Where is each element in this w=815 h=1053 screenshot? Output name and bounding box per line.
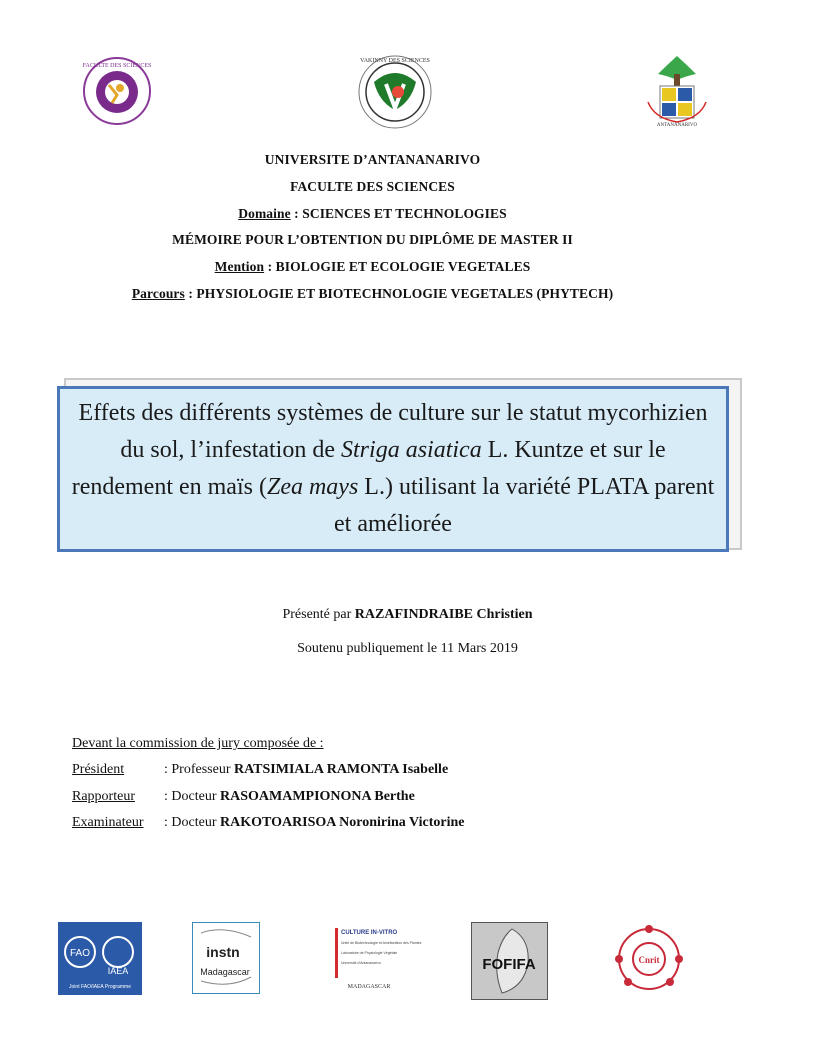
defense-date: Soutenu publiquement le 11 Mars 2019 (297, 641, 518, 656)
fao-iaea-logo (58, 922, 142, 995)
jury-member (72, 815, 465, 831)
thesis-title (70, 395, 716, 543)
instn-text: instn (206, 944, 240, 960)
jury-title: : Professeur (164, 762, 234, 777)
jury-name: RASOAMAMPIONONA Berthe (219, 789, 415, 804)
title-species-zea: Zea mays (266, 474, 359, 500)
culture-in-vitro-logo (333, 922, 422, 994)
jury-name: RAKOTOARISOA Noronirina Victorine (219, 815, 465, 830)
fao-text: FAO (69, 948, 91, 959)
faculty-logo-text: FACULTE DES SCIENCES (82, 63, 152, 69)
mention-label: Mention (214, 259, 265, 274)
presented-label: Présenté par (282, 607, 355, 622)
culture-sub3: Université d'Antananarivo (341, 961, 381, 965)
title-part-1: Effets des différents systèmes de culture sur le statut mycorhizien du sol, l’infestation de (78, 400, 708, 463)
presented-by (0, 607, 815, 623)
parcours-value: : PHYSIOLOGIE ET BIOTECHNOLOGIE VEGETALES (PHYTECH) (184, 286, 614, 301)
jury-role: Président (72, 762, 125, 777)
mention-line (0, 259, 745, 275)
thesis-title-box (57, 386, 729, 552)
fofifa-text: FOFIFA (482, 956, 536, 973)
iaea-text: IAEA (107, 966, 129, 976)
fofifa-logo (471, 922, 548, 1000)
vakinny-logo (356, 52, 434, 132)
university-name: UNIVERSITE D’ANTANANARIVO (264, 152, 481, 167)
parcours-line (0, 286, 745, 302)
jury-heading: Devant la commission de jury composée de : (72, 736, 324, 751)
jury-role: Examinateur (72, 815, 144, 830)
domaine-label: Domaine (238, 206, 291, 221)
university-logo (638, 52, 716, 127)
jury-member (72, 762, 448, 778)
cnrit-text: Cnrit (638, 955, 660, 965)
culture-sub2: Laboratoire de Physiologie Végétale (341, 951, 398, 955)
author-name: RAZAFINDRAIBE Christien (354, 607, 533, 622)
fao-caption: Joint FAO/IAEA Programme (69, 984, 131, 990)
cnrit-logo (606, 922, 692, 997)
jury-title: : Docteur (164, 789, 220, 804)
jury-member (72, 789, 415, 805)
jury-name: RATSIMIALA RAMONTA Isabelle (234, 762, 449, 777)
domaine-line (0, 206, 745, 222)
culture-title: CULTURE IN-VITRO (341, 930, 398, 936)
faculty-logo (76, 55, 158, 127)
instn-subtext: Madagascar (200, 967, 250, 977)
culture-sub1: Unité de Biotechnologie et Amélioration des Plantes (341, 941, 422, 945)
title-species-striga: Striga asiatica (341, 437, 482, 463)
domaine-value: : SCIENCES ET TECHNOLOGIES (290, 206, 507, 221)
culture-place: MADAGASCAR (347, 984, 391, 990)
mention-value: : BIOLOGIE ET ECOLOGIE VEGETALES (264, 259, 531, 274)
title-part-2: L. Kuntze et sur le rendement en maïs ( (71, 437, 666, 500)
memoire-line: MÉMOIRE POUR L’OBTENTION DU DIPLÔME DE MASTER II (172, 232, 573, 247)
parcours-label: Parcours (131, 286, 185, 301)
jury-role: Rapporteur (72, 789, 135, 804)
jury-title: : Docteur (164, 815, 220, 830)
faculty-name: FACULTE DES SCIENCES (290, 179, 455, 194)
title-part-3: L.) utilisant la variété PLATA parent et améliorée (334, 474, 715, 537)
instn-logo (192, 922, 260, 994)
vakinny-logo-text: VAKINNY DES SCIENCES (360, 58, 430, 64)
university-logo-text: ANTANANARIVO (656, 123, 698, 128)
